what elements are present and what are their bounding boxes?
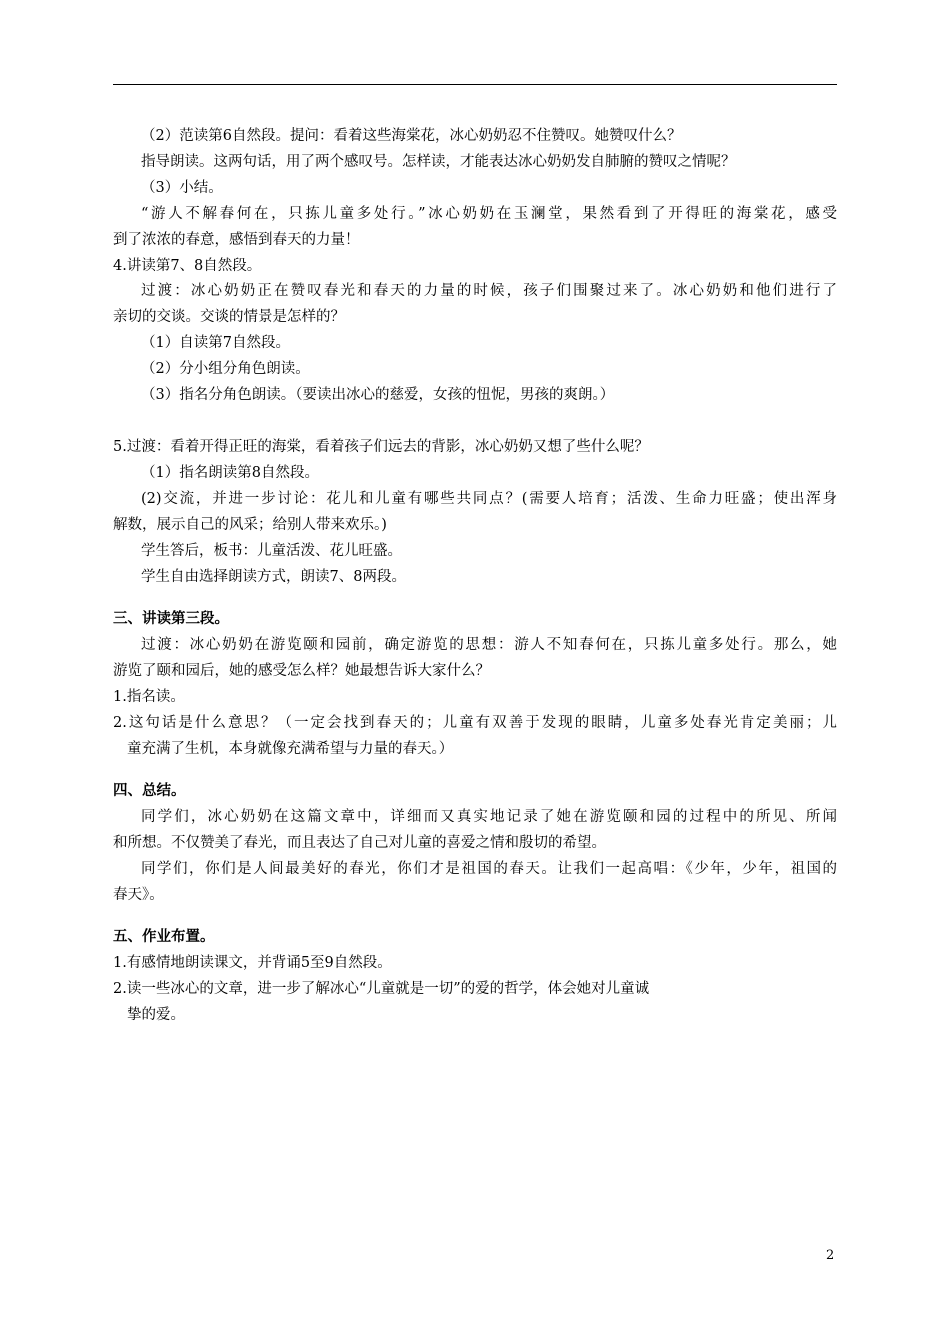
text-line: （2）范读第6自然段。提问：看着这些海棠花，冰心奶奶忍不住赞叹。她赞叹什么？ xyxy=(141,128,682,144)
text-line: 游览了颐和园后，她的感受怎么样？她最想告诉大家什么？ xyxy=(113,663,490,679)
page-number: 2 xyxy=(826,1248,835,1263)
text-line: 学生答后，板书：儿童活泼、花儿旺盛。 xyxy=(141,543,402,559)
text-line: 亲切的交谈。交谈的情景是怎样的？ xyxy=(113,309,345,325)
text-line: “游人不解春何在，只拣儿童多处行。”冰心奶奶在玉澜堂，果然看到了开得旺的海棠花，感受 xyxy=(141,206,837,222)
text-line: 指导朗读。这两句话，用了两个感叹号。怎样读，才能表达冰心奶奶发自肺腑的赞叹之情呢？ xyxy=(141,154,736,170)
text-line: 2.读一些冰心的文章，进一步了解冰心“儿童就是一切”的爱的哲学，体会她对儿童诚 xyxy=(113,981,650,997)
text-line: 到了浓浓的春意，感悟到春天的力量！ xyxy=(113,232,360,248)
text-line: 学生自由选择朗读方式，朗读7、8两段。 xyxy=(141,569,406,585)
text-line: 5.过渡：看着开得正旺的海棠，看着孩子们远去的背影，冰心奶奶又想了些什么呢？ xyxy=(113,439,649,455)
section-heading: 五、作业布置。 xyxy=(113,928,215,945)
text-line: （3）小结。 xyxy=(141,180,223,196)
text-line: 2.这句话是什么意思？（一定会找到春天的；儿童有双善于发现的眼睛，儿童多处春光肯定美丽；儿 xyxy=(113,715,837,731)
text-line: (2)交流，并进一步讨论：花儿和儿童有哪些共同点？(需要人培育；活泼、生命力旺盛；使出浑身 xyxy=(141,491,837,507)
text-line: （3）指名分角色朗读。（要读出冰心的慈爱，女孩的忸怩，男孩的爽朗。） xyxy=(141,387,615,403)
text-line: 同学们，冰心奶奶在这篇文章中，详细而又真实地记录了她在游览颐和园的过程中的所见、所闻 xyxy=(141,809,837,825)
text-line: 解数，展示自己的风采；给别人带来欢乐。) xyxy=(113,517,387,533)
text-line: 1.有感情地朗读课文，并背诵5至9自然段。 xyxy=(113,955,392,971)
text-line: 同学们，你们是人间最美好的春光，你们才是祖国的春天。让我们一起高唱：《少年，少年，祖国的 xyxy=(141,861,837,877)
header-rule xyxy=(113,84,837,85)
text-line: 过渡：冰心奶奶在游览颐和园前，确定游览的思想：游人不知春何在，只拣儿童多处行。那么，她 xyxy=(141,637,837,653)
text-line: 1.指名读。 xyxy=(113,689,185,705)
text-line: 挚的爱。 xyxy=(127,1007,185,1023)
text-line: 4.讲读第7、8自然段。 xyxy=(113,258,262,274)
text-line: （1）自读第7自然段。 xyxy=(141,335,290,351)
text-line: 和所想。不仅赞美了春光，而且表达了自己对儿童的喜爱之情和殷切的希望。 xyxy=(113,835,606,851)
section-heading: 三、讲读第三段。 xyxy=(113,610,229,627)
text-line: 过渡：冰心奶奶正在赞叹春光和春天的力量的时候，孩子们围聚过来了。冰心奶奶和他们进行了 xyxy=(141,283,837,299)
text-line: （2）分小组分角色朗读。 xyxy=(141,361,310,377)
section-heading: 四、总结。 xyxy=(113,782,186,799)
text-line: 童充满了生机，本身就像充满希望与力量的春天。） xyxy=(127,741,454,757)
text-line: 春天》。 xyxy=(113,887,164,903)
text-line: （1）指名朗读第8自然段。 xyxy=(141,465,319,481)
